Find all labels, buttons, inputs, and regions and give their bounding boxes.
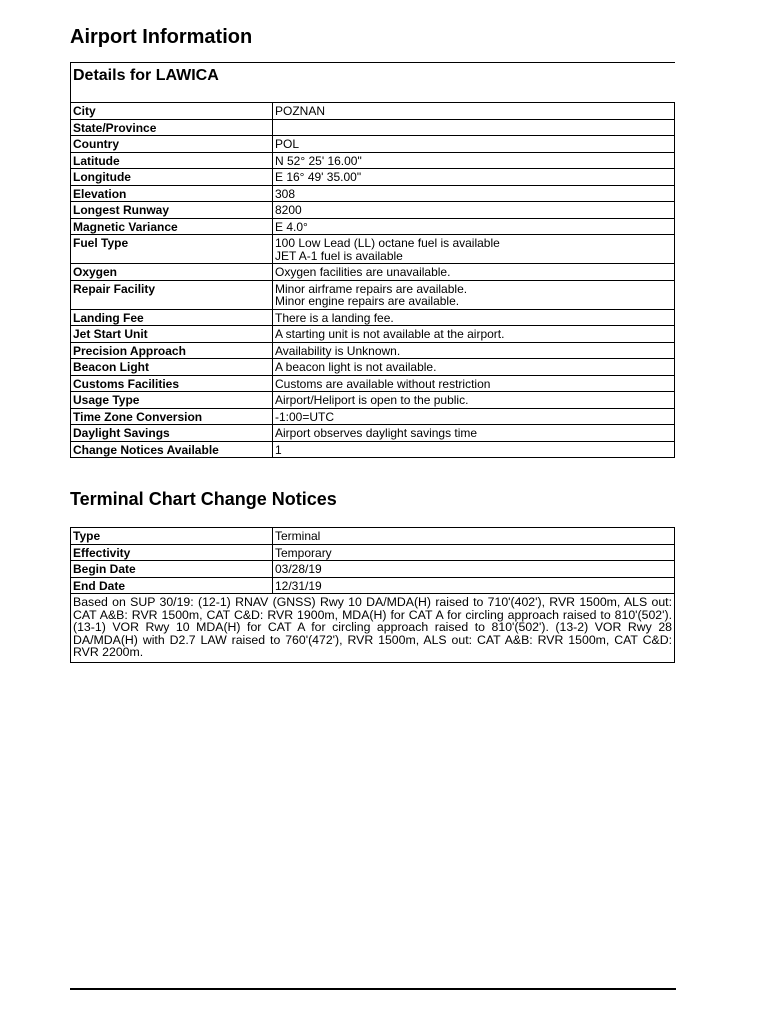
table-row [71, 561, 675, 578]
row-value [273, 218, 675, 235]
row-label: Longest Runway [71, 202, 273, 219]
table-row [71, 169, 675, 186]
row-label: Change Notices Available [71, 441, 273, 457]
row-value-line: 308 [275, 186, 296, 201]
table-row [71, 264, 675, 281]
row-value-line: Terminal [275, 529, 321, 543]
row-value [273, 561, 675, 578]
row-value-line: E 4.0° [275, 219, 308, 234]
row-value-line: A beacon light is not available. [275, 360, 437, 374]
row-value-line: Minor airframe repairs are available. [275, 281, 468, 296]
row-value [273, 425, 675, 442]
table-row [71, 202, 675, 219]
details-header: Details for LAWICA [71, 63, 675, 103]
row-value-line: N 52° 25' 16.00" [275, 153, 362, 168]
footer-divider [70, 988, 676, 990]
row-label: City [71, 103, 273, 119]
row-value-line: Oxygen facilities are unavailable. [275, 265, 451, 279]
row-label: Beacon Light [71, 359, 273, 376]
table-row [71, 408, 675, 425]
row-value-line: 100 Low Lead (LL) octane fuel is available [275, 236, 500, 250]
row-value-line: 12/31/19 [275, 578, 322, 593]
row-value [273, 202, 675, 219]
row-value-line: E 16° 49' 35.00" [275, 170, 362, 184]
row-value [273, 359, 675, 376]
table-row [71, 119, 675, 136]
row-label: Oxygen [71, 264, 273, 281]
row-label: Country [71, 136, 273, 153]
row-value [273, 136, 675, 153]
row-label: Repair Facility [71, 280, 273, 309]
row-value [273, 169, 675, 186]
table-row [71, 544, 675, 561]
row-value-line: Minor engine repairs are available. [275, 294, 460, 308]
table-row [71, 136, 675, 153]
row-label: Latitude [71, 152, 273, 169]
page-title: Airport Information [70, 26, 253, 48]
table-row [71, 185, 675, 202]
row-label: Fuel Type [71, 235, 273, 264]
row-value-line: POL [275, 137, 300, 151]
row-label: Type [71, 528, 273, 544]
table-row [71, 528, 675, 544]
row-label: Jet Start Unit [71, 326, 273, 343]
row-value [273, 235, 675, 264]
details-rows [71, 103, 675, 457]
table-row [71, 280, 675, 309]
row-label: Magnetic Variance [71, 218, 273, 235]
row-value [273, 528, 675, 544]
row-label: Daylight Savings [71, 425, 273, 442]
row-value [273, 441, 675, 457]
row-value [273, 185, 675, 202]
row-value-line: -1:00=UTC [275, 409, 335, 424]
change-notices-table [70, 527, 675, 663]
row-label: Customs Facilities [71, 375, 273, 392]
row-value-line: Customs are available without restriction [275, 376, 491, 391]
row-value [273, 392, 675, 409]
table-row [71, 577, 675, 593]
table-row [71, 103, 675, 119]
row-label: End Date [71, 577, 273, 593]
table-row [71, 152, 675, 169]
notice-rows [71, 528, 675, 593]
row-value-line: Temporary [275, 545, 332, 560]
row-value [273, 264, 675, 281]
table-row [71, 425, 675, 442]
table-row [71, 375, 675, 392]
row-label: Landing Fee [71, 309, 273, 326]
table-row [71, 235, 675, 264]
table-row [71, 441, 675, 457]
row-label: Usage Type [71, 392, 273, 409]
row-label: Effectivity [71, 544, 273, 561]
row-value-line: A starting unit is not available at the airport. [275, 327, 505, 341]
row-value-line: 03/28/19 [275, 562, 322, 576]
row-value [273, 103, 675, 119]
notices-section-title: Terminal Chart Change Notices [70, 489, 337, 509]
row-value [273, 309, 675, 326]
row-label: State/Province [71, 119, 273, 136]
table-row [71, 392, 675, 409]
row-label: Longitude [71, 169, 273, 186]
row-value [273, 342, 675, 359]
table-row [71, 218, 675, 235]
row-value-line [275, 122, 672, 135]
table-row [71, 359, 675, 376]
row-value-line: JET A-1 fuel is available [275, 248, 403, 263]
row-value [273, 544, 675, 561]
row-label: Time Zone Conversion [71, 408, 273, 425]
notice-description: Based on SUP 30/19: (12-1) RNAV (GNSS) Rwy 10 DA/MDA(H) raised to 710'(402'), RVR 1500m, ALS out: CAT A&B: RVR 1500m, CAT C&D: RVR 1900m, MDA(H) for CAT A for circling approach raised to 810'(502'). (13-1) VOR Rwy 10 MDA(H) for CAT A for circling approach raised to 810'(502'). (13-2) VOR Rwy 28 DA/MDA(H) with D2.7 LAW raised to 760'(472'), RVR 1500m, ALS out: CAT A&B: RVR 1500m, CAT C&D: RVR 2200m. [71, 593, 675, 662]
airport-details-table [70, 62, 675, 458]
row-value-line: 1 [275, 442, 282, 457]
row-value [273, 152, 675, 169]
row-value [273, 119, 675, 136]
row-value [273, 280, 675, 309]
row-value [273, 326, 675, 343]
row-value [273, 375, 675, 392]
row-value-line: There is a landing fee. [275, 310, 394, 325]
row-label: Precision Approach [71, 342, 273, 359]
row-label: Begin Date [71, 561, 273, 578]
table-row [71, 326, 675, 343]
table-row [71, 342, 675, 359]
row-value-line: POZNAN [275, 104, 326, 118]
row-value [273, 577, 675, 593]
row-value [273, 408, 675, 425]
row-value-line: Availability is Unknown. [275, 343, 401, 358]
row-value-line: Airport observes daylight savings time [275, 426, 478, 440]
table-row [71, 309, 675, 326]
row-label: Elevation [71, 185, 273, 202]
row-value-line: Airport/Heliport is open to the public. [275, 393, 469, 407]
row-value-line: 8200 [275, 203, 302, 217]
